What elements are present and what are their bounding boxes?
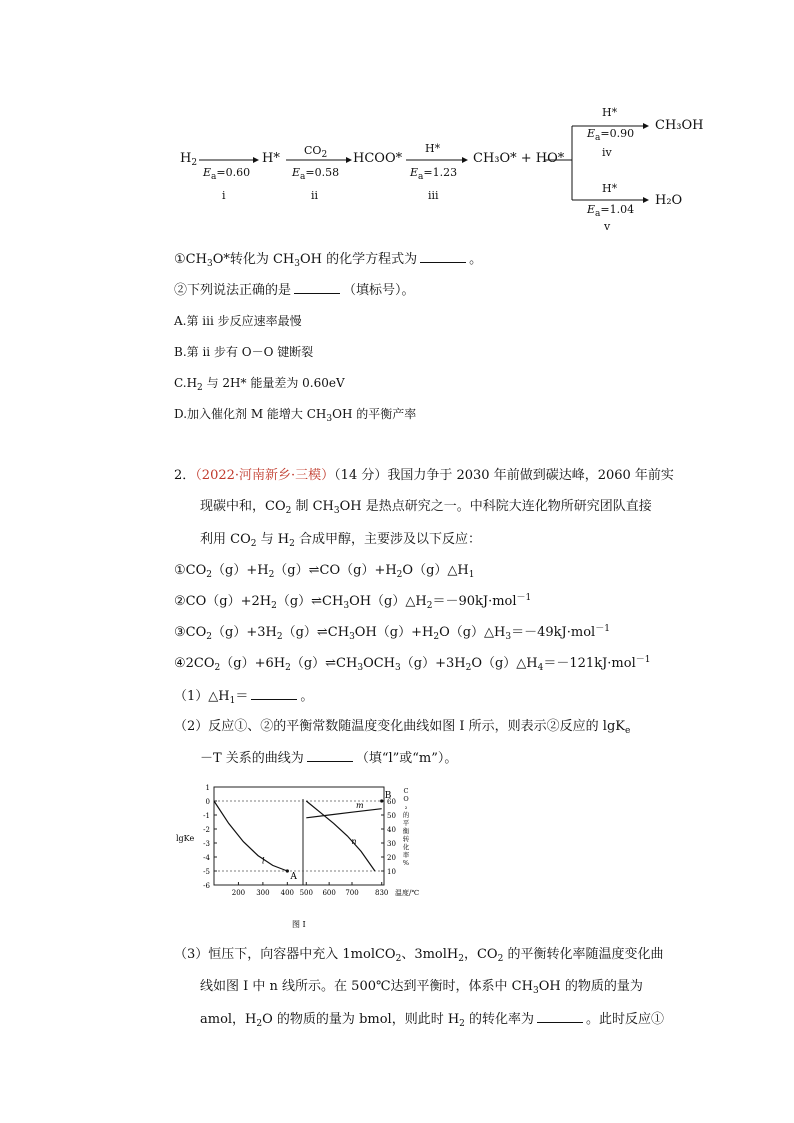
y-right-axis-title-char: 平 — [402, 819, 410, 827]
problem-2-intro-3: 利用 $CO_2$ 与 $H_2$ 合成甲醇，主要涉及以下反应： — [200, 532, 481, 549]
x-tick-label: 700 — [345, 889, 359, 897]
product-h2o: H₂O — [655, 193, 683, 208]
step2-reagent: $CO_2$ — [304, 144, 328, 160]
x-tick-label: 830 — [375, 889, 389, 897]
x-axis-title: 温度/℃ — [395, 889, 420, 897]
y-left-tick-label: -5 — [203, 868, 210, 876]
step4-reagent: H* — [602, 106, 618, 119]
y-right-axis-title-char: 的 — [402, 811, 410, 819]
answer-blank-1[interactable] — [420, 251, 466, 263]
y-right-tick-label: 20 — [387, 854, 396, 862]
part-1: $(1)\triangle H_1=$ 。 — [174, 689, 314, 706]
scheme-h2: $H_2$ — [180, 151, 198, 168]
series-line-l — [214, 801, 287, 871]
y-right-axis-title-char: 衡 — [402, 827, 410, 835]
y-left-tick-label: -2 — [203, 826, 210, 834]
step5-roman: v — [604, 220, 611, 233]
y-right-axis-title-char: C — [403, 787, 409, 795]
y-right-tick-label: 60 — [387, 798, 396, 806]
part-3-line-2: 线如图 I 中 n 线所示。在 500℃达到平衡时，体系中 $CH_3OH$ 的物质的量为 — [200, 979, 643, 996]
reaction-3: $③CO_2(g)+3H_2(g)\rightleftharpoons CH_3OH(g)+H_2O(g)\triangle H_3=-49kJ\cdot mol^{-1}$ — [174, 624, 610, 642]
problem-source: 2022·河南新乡·三模 — [201, 468, 322, 483]
reaction-2: $②CO(g)+2H_2(g)\rightleftharpoons CH_3OH(g)\triangle H_2=-90kJ\cdot mol^{-1}$ — [174, 593, 532, 611]
y-right-axis-title-char: 化 — [402, 843, 410, 851]
y-right-axis-title-char: 转 — [402, 835, 410, 843]
problem-2-intro-2: 现碳中和，$CO_2$ 制 $CH_3OH$ 是热点研究之一。中科院大连化物所研究团队直接 — [200, 499, 652, 516]
y-right-tick-label: 30 — [387, 840, 396, 848]
y-right-axis-title-char: 率 — [402, 851, 410, 859]
part-2-line-1: （2）反应①、②的平衡常数随温度变化曲线如图 I 所示，则表示②反应的 lgK$_e$ — [174, 719, 631, 736]
x-tick-label: 600 — [322, 889, 336, 897]
y-right-tick-label: 10 — [387, 868, 396, 876]
reaction-1: $①CO_2(g)+H_2(g)\rightleftharpoons CO(g)+H_2O(g)\triangle H_1$ — [174, 563, 475, 580]
point-label-B: B — [384, 791, 392, 801]
part-2-line-2: －T 关系的曲线为 （填“l”或“m”）。 — [200, 751, 458, 766]
series-label-l: l — [262, 856, 265, 866]
y-right-axis-title-char: % — [402, 859, 410, 867]
part-3-line-1: （3）恒压下，向容器中充入 1molCO$_2$、3molH$_2$，$CO_2$ 的平衡转化率随温度变化曲 — [174, 947, 664, 964]
answer-blank-5[interactable] — [537, 1011, 583, 1023]
y-left-tick-label: -1 — [203, 812, 210, 820]
x-tick-label: 300 — [256, 889, 270, 897]
step2-roman: ii — [311, 189, 319, 202]
step5-ea: $E_a=1.04$ — [587, 203, 635, 219]
step2-ea: $E_a=0.58$ — [292, 166, 340, 182]
part-3-line-3: amol，$H_2O$ 的物质的量为 bmol，则此时 $H_2$ 的转化率为 。此时反应① — [200, 1012, 665, 1029]
option-c: $C.H_2$ 与 2H* 能量差为 0.60eV — [174, 376, 345, 393]
y-right-tick-label: 40 — [387, 826, 396, 834]
option-a: A.第 iii 步反应速率最慢 — [174, 314, 302, 328]
problem-2-header: 2．（2022·河南新乡·三模）（14 分）我国力争于 2030 年前做到碳达峰，2060 年前实 — [174, 468, 674, 483]
product-ch3oh: CH₃OH — [655, 118, 704, 133]
reaction-4: $④2CO_2(g)+6H_2(g)\rightleftharpoons CH_3OCH_3(g)+3H_2O(g)\triangle H_4=-121kJ\cdot mol^{-1}$ — [174, 655, 651, 673]
figure-1-chart — [174, 775, 424, 935]
step4-ea: $E_a=0.90$ — [587, 127, 635, 143]
series-label-n: n — [351, 837, 357, 846]
x-tick-label: 500 — [299, 889, 313, 897]
point-A — [286, 869, 289, 872]
step1-roman: i — [222, 189, 226, 202]
point-B — [380, 799, 383, 802]
x-tick-label: 200 — [231, 889, 246, 897]
question-2: ②下列说法正确的是 （填标号）。 — [174, 283, 415, 298]
answer-blank-2[interactable] — [294, 282, 340, 294]
y-left-tick-label: -3 — [203, 840, 210, 848]
step3-ea: $E_a=1.23$ — [410, 166, 458, 182]
y-left-tick-label: 1 — [205, 784, 210, 792]
y-left-axis-title: lgKe — [176, 834, 195, 843]
y-right-tick-label: 50 — [387, 812, 396, 820]
option-b: B.第 ii 步有 O－O 键断裂 — [174, 345, 314, 359]
scheme-intermediates: CH₃O* + HO* — [473, 151, 565, 166]
x-tick-label: 400 — [280, 889, 295, 897]
step5-reagent: H* — [602, 182, 618, 195]
option-d: D.加入催化剂 M 能增大 $CH_3OH$ 的平衡产率 — [174, 407, 417, 424]
scheme-hstar: H* — [262, 151, 280, 166]
series-label-m: m — [356, 801, 364, 811]
step1-ea: $E_a=0.60$ — [203, 166, 251, 182]
y-left-tick-label: 0 — [205, 798, 210, 806]
point-label-A: A — [290, 872, 297, 882]
scheme-hcoo: HCOO* — [353, 151, 403, 166]
y-left-tick-label: -4 — [203, 854, 210, 862]
y-right-axis-title-char: ₂ — [404, 803, 408, 811]
chart-title: 图 I — [292, 920, 306, 929]
question-1: $①CH_3O*$转化为 $CH_3OH$ 的化学方程式为 。 — [174, 252, 483, 269]
y-left-tick-label: -6 — [203, 882, 210, 890]
series-line-n — [306, 801, 375, 871]
y-right-axis-title-char: O — [403, 795, 409, 803]
step3-reagent: H* — [425, 142, 441, 155]
answer-blank-3[interactable] — [251, 688, 297, 700]
answer-blank-4[interactable] — [307, 750, 353, 762]
step4-roman: iv — [602, 146, 612, 159]
step3-roman: iii — [428, 189, 439, 202]
